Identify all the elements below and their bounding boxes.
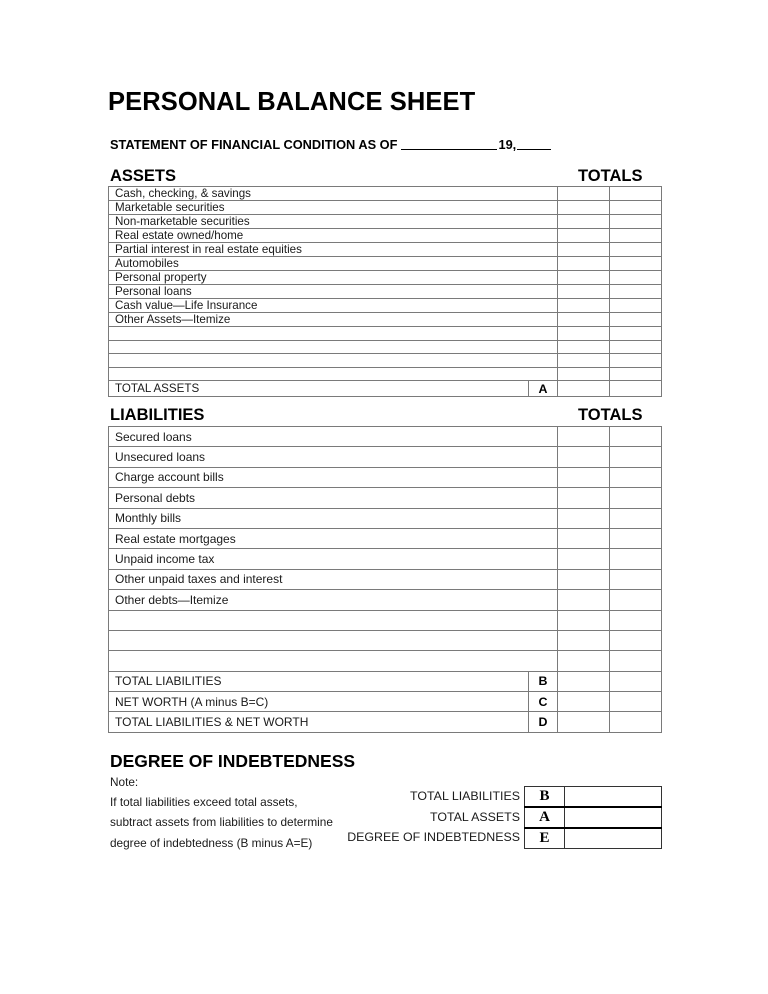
table-row [109,313,662,327]
note-line: subtract assets from liabilities to determine [110,815,333,830]
assets-row-label: Cash value—Life Insurance [109,299,558,313]
total-assets-row [109,381,662,397]
net-worth-value-cell-2[interactable] [610,692,662,712]
table-row [109,610,662,630]
assets-row-label: Other Assets—Itemize [109,313,558,327]
assets-value-cell-2[interactable] [610,340,662,354]
assets-row-label: Personal property [109,271,558,285]
liability-value-cell-2[interactable] [610,569,662,589]
assets-row-label[interactable] [109,354,558,368]
assets-value-cell-2[interactable] [610,327,662,341]
assets-row-label: Cash, checking, & savings [109,187,558,201]
degree-value-degree-of-indebtedness[interactable] [565,828,662,849]
table-row [109,354,662,368]
liability-row-label: Personal debts [109,488,558,508]
assets-value-cell-1[interactable] [558,340,610,354]
total-liabilities-value-cell-1[interactable] [558,671,610,691]
assets-value-cell-2[interactable] [610,367,662,381]
assets-value-cell-1[interactable] [558,201,610,215]
liability-value-cell-2[interactable] [610,528,662,548]
liability-row-label: Monthly bills [109,508,558,528]
table-row [109,569,662,589]
degree-label-total-assets: TOTAL ASSETS [430,809,520,824]
liability-row-label[interactable] [109,630,558,650]
liability-value-cell-2[interactable] [610,630,662,650]
assets-row-label: Non-marketable securities [109,215,558,229]
degree-letter-b: B [525,787,565,808]
total-assets-value-cell-1[interactable] [558,381,610,397]
page-title: PERSONAL BALANCE SHEET [108,88,476,116]
assets-value-cell-1[interactable] [558,299,610,313]
total-liabilities-label: TOTAL LIABILITIES [109,671,529,691]
assets-row-label: Partial interest in real estate equities [109,243,558,257]
liability-value-cell-2[interactable] [610,447,662,467]
assets-value-cell-1[interactable] [558,243,610,257]
liability-value-cell-2[interactable] [610,549,662,569]
table-row [109,630,662,650]
table-row [109,187,662,201]
assets-row-label: Real estate owned/home [109,229,558,243]
liability-value-cell-1[interactable] [558,508,610,528]
assets-value-cell-2[interactable] [610,354,662,368]
note-line: If total liabilities exceed total assets, [110,795,298,810]
liability-row-label: Other debts—Itemize [109,590,558,610]
liability-row-label: Unsecured loans [109,447,558,467]
liability-row-label[interactable] [109,610,558,630]
total-liabilities-net-worth-row [109,712,662,732]
assets-value-cell-1[interactable] [558,327,610,341]
liabilities-table [108,426,662,733]
table-row [109,201,662,215]
liability-row-label: Unpaid income tax [109,549,558,569]
table-row [109,229,662,243]
liability-value-cell-2[interactable] [610,488,662,508]
net-worth-letter: C [529,692,558,712]
assets-value-cell-2[interactable] [610,201,662,215]
total-liabilities-net-worth-label: TOTAL LIABILITIES & NET WORTH [109,712,529,732]
liability-row-label: Real estate mortgages [109,528,558,548]
liability-row-label: Charge account bills [109,467,558,487]
assets-value-cell-2[interactable] [610,229,662,243]
liability-value-cell-1[interactable] [558,549,610,569]
table-row [109,651,662,671]
table-row [109,271,662,285]
assets-value-cell-1[interactable] [558,367,610,381]
liability-value-cell-2[interactable] [610,467,662,487]
date-blank-line[interactable] [401,149,497,150]
assets-value-cell-1[interactable] [558,354,610,368]
total-liabilities-net-worth-value-cell-2[interactable] [610,712,662,732]
degree-label-total-liabilities: TOTAL LIABILITIES [410,789,520,803]
statement-date-prefix: STATEMENT OF FINANCIAL CONDITION AS OF [110,137,398,152]
assets-value-cell-1[interactable] [558,229,610,243]
liabilities-heading: LIABILITIES [110,406,205,424]
assets-value-cell-2[interactable] [610,243,662,257]
liability-row-label[interactable] [109,651,558,671]
assets-heading: ASSETS [110,167,177,185]
assets-row-label[interactable] [109,327,558,341]
table-row [109,257,662,271]
liability-value-cell-1[interactable] [558,427,610,447]
degree-row-total-assets [525,807,662,828]
liability-value-cell-1[interactable] [558,488,610,508]
liability-value-cell-1[interactable] [558,447,610,467]
assets-value-cell-1[interactable] [558,285,610,299]
table-row [109,488,662,508]
degree-table-body [525,787,662,849]
assets-value-cell-1[interactable] [558,187,610,201]
statement-year-prefix: 19, [498,137,517,152]
degree-letter-e: E [525,828,565,849]
table-row [109,367,662,381]
assets-row-label[interactable] [109,367,558,381]
liability-value-cell-1[interactable] [558,590,610,610]
assets-value-cell-1[interactable] [558,271,610,285]
degree-of-indebtedness-heading: DEGREE OF INDEBTEDNESS [110,751,356,771]
note-label: Note: [110,775,139,789]
table-row [109,528,662,548]
assets-row-label: Marketable securities [109,201,558,215]
table-row [109,447,662,467]
assets-table [108,186,662,397]
degree-value-total-assets[interactable] [565,807,662,828]
table-row [109,549,662,569]
total-liabilities-value-cell-2[interactable] [610,671,662,691]
liability-value-cell-1[interactable] [558,569,610,589]
assets-value-cell-1[interactable] [558,257,610,271]
assets-value-cell-2[interactable] [610,313,662,327]
degree-label-degree-of-indebtedness: DEGREE OF INDEBTEDNESS [347,830,520,845]
liabilities-totals-heading: TOTALS [578,406,643,424]
table-row [109,590,662,610]
table-row [109,467,662,487]
liability-value-cell-1[interactable] [558,610,610,630]
assets-row-label: Personal loans [109,285,558,299]
table-row [109,508,662,528]
total-liabilities-net-worth-letter: D [529,712,558,732]
table-row [109,243,662,257]
assets-totals-heading: TOTALS [578,167,643,185]
liabilities-table-body [109,427,662,733]
degree-letter-a: A [525,807,565,828]
assets-value-cell-2[interactable] [610,285,662,299]
year-blank-line[interactable] [517,149,551,150]
statement-date-line [110,137,551,152]
table-row [109,285,662,299]
table-row [109,299,662,313]
assets-value-cell-1[interactable] [558,215,610,229]
liability-value-cell-1[interactable] [558,467,610,487]
assets-row-label: Automobiles [109,257,558,271]
net-worth-value-cell-1[interactable] [558,692,610,712]
total-liabilities-row [109,671,662,691]
total-liabilities-letter: B [529,671,558,691]
total-liabilities-net-worth-value-cell-1[interactable] [558,712,610,732]
assets-value-cell-2[interactable] [610,271,662,285]
degree-row-labels [300,786,520,848]
liability-value-cell-2[interactable] [610,590,662,610]
assets-value-cell-2[interactable] [610,257,662,271]
assets-value-cell-2[interactable] [610,187,662,201]
degree-row-degree-of-indebtedness [525,828,662,849]
liability-row-label: Other unpaid taxes and interest [109,569,558,589]
liability-row-label: Secured loans [109,427,558,447]
net-worth-row [109,692,662,712]
assets-table-body [109,187,662,397]
note-line: degree of indebtedness (B minus A=E) [110,835,313,850]
assets-row-label[interactable] [109,340,558,354]
degree-of-indebtedness-table [524,786,662,849]
degree-row-total-liabilities [525,787,662,808]
net-worth-label: NET WORTH (A minus B=C) [109,692,529,712]
liability-value-cell-2[interactable] [610,651,662,671]
degree-value-total-liabilities[interactable] [565,787,662,808]
total-assets-label: TOTAL ASSETS [109,381,529,397]
total-assets-value-cell-2[interactable] [610,381,662,397]
assets-value-cell-2[interactable] [610,215,662,229]
liability-value-cell-1[interactable] [558,528,610,548]
total-assets-letter: A [529,381,558,397]
liability-value-cell-2[interactable] [610,508,662,528]
table-row [109,340,662,354]
assets-value-cell-2[interactable] [610,299,662,313]
table-row [109,215,662,229]
table-row [109,427,662,447]
assets-value-cell-1[interactable] [558,313,610,327]
liability-value-cell-2[interactable] [610,427,662,447]
liability-value-cell-1[interactable] [558,651,610,671]
liability-value-cell-1[interactable] [558,630,610,650]
table-row [109,327,662,341]
liability-value-cell-2[interactable] [610,610,662,630]
